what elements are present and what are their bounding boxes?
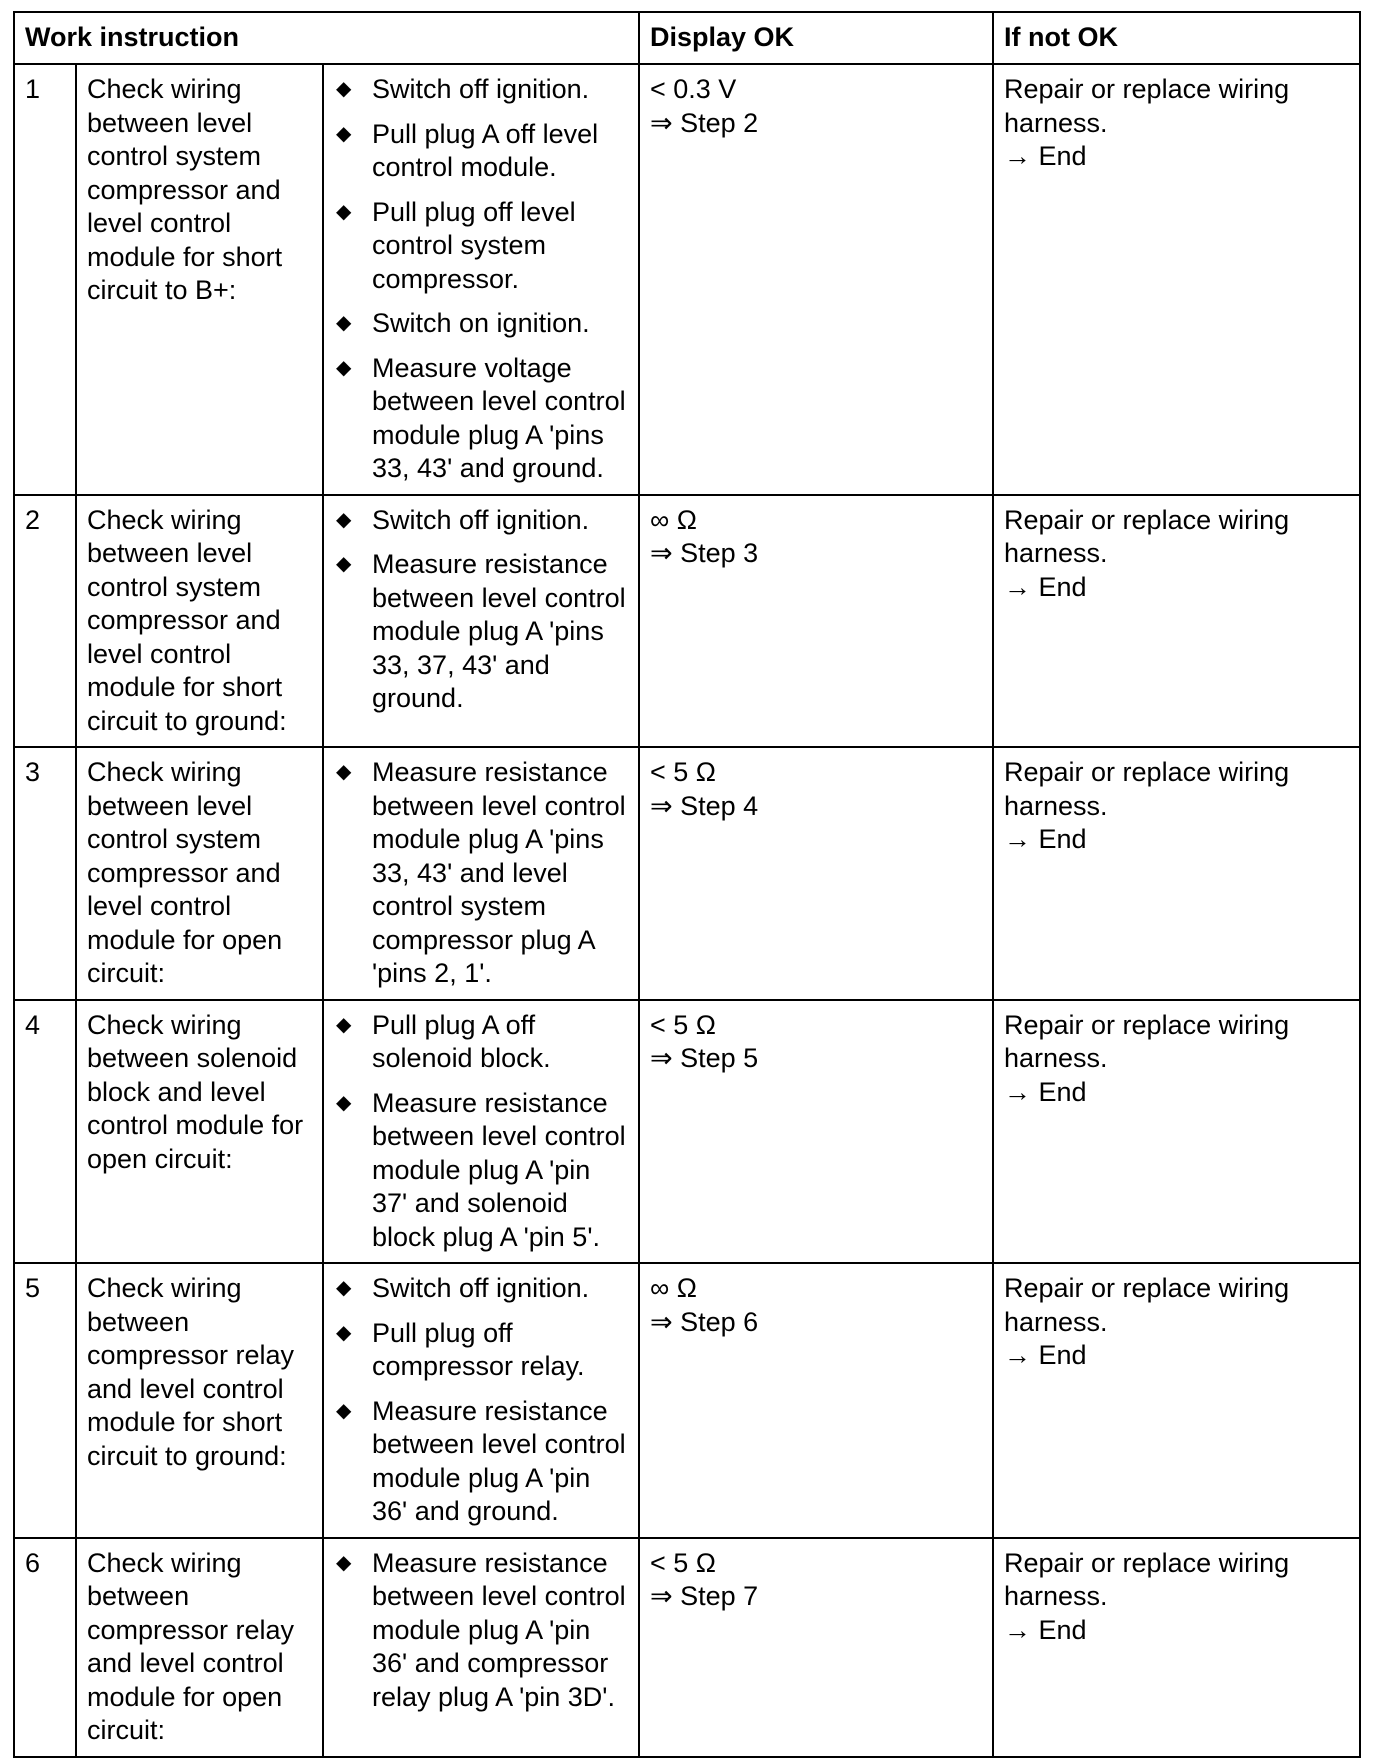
- instruction-text: Pull plug A off level control module.: [372, 118, 599, 182]
- diamond-bullet-icon: ◆: [336, 200, 352, 223]
- instruction-list: [334, 1009, 628, 1255]
- end-marker: → End: [1004, 1614, 1087, 1645]
- end-marker: → End: [1004, 1340, 1087, 1370]
- instruction-text: Pull plug A off solenoid block.: [372, 1009, 551, 1073]
- if-not-ok-cell: [993, 1000, 1360, 1264]
- ok-value: ∞ Ω: [650, 504, 697, 535]
- repair-action: Repair or replace wiring harness.: [1004, 1009, 1290, 1073]
- step-description: Check wiring between level control system compressor and level control module for short circuit to B+:: [76, 64, 323, 495]
- instruction-item: [334, 1087, 628, 1255]
- instruction-text: Measure resistance between level control module plug A 'pin 37' and solenoid block plug A 'pin 5'.: [372, 1087, 626, 1252]
- step-number: 6: [14, 1538, 76, 1757]
- ok-value: < 0.3 V: [650, 74, 737, 104]
- instruction-text: Switch off ignition.: [372, 74, 590, 104]
- step-number: 4: [14, 1000, 76, 1264]
- instruction-item: [334, 1395, 628, 1529]
- table-row: [14, 1263, 1360, 1538]
- display-ok-cell: [639, 64, 993, 495]
- step-instructions: [323, 1263, 639, 1538]
- repair-action: Repair or replace wiring harness.: [1004, 757, 1290, 821]
- next-step: ⇒ Step 4: [650, 790, 759, 821]
- display-ok-cell: [639, 1538, 993, 1757]
- table-row: [14, 64, 1360, 495]
- step-description: Check wiring between compressor relay and level control module for short circuit to ground:: [76, 1263, 323, 1538]
- diamond-bullet-icon: ◆: [336, 1091, 352, 1114]
- diamond-bullet-icon: ◆: [336, 761, 352, 783]
- instruction-text: Measure voltage between level control module plug A 'pins 33, 43' and ground.: [372, 352, 626, 483]
- step-description: Check wiring between level control system compressor and level control module for short circuit to ground:: [76, 495, 323, 748]
- instruction-item: [334, 1009, 628, 1076]
- step-description: Check wiring between level control system compressor and level control module for open circuit:: [76, 747, 323, 1000]
- if-not-ok-cell: [993, 64, 1360, 495]
- diamond-bullet-icon: ◆: [336, 78, 352, 100]
- if-not-ok-cell: [993, 495, 1360, 748]
- step-number: 2: [14, 495, 76, 748]
- display-ok-cell: [639, 1000, 993, 1264]
- instruction-text: Switch off ignition.: [372, 504, 590, 535]
- diamond-bullet-icon: ◆: [336, 553, 352, 575]
- instruction-text: Measure resistance between level control module plug A 'pins 33, 37, 43' and ground.: [372, 549, 626, 713]
- diamond-bullet-icon: ◆: [336, 1277, 352, 1299]
- table-row: [14, 1000, 1360, 1264]
- instruction-list: [334, 73, 628, 486]
- step-instructions: [323, 747, 639, 1000]
- next-step: ⇒ Step 7: [650, 1581, 759, 1611]
- instruction-item: [334, 352, 628, 486]
- instruction-text: Switch on ignition.: [372, 308, 590, 338]
- display-ok-cell: [639, 1263, 993, 1538]
- header-display-ok: Display OK: [639, 12, 993, 64]
- diamond-bullet-icon: ◆: [336, 356, 352, 379]
- diamond-bullet-icon: ◆: [336, 312, 352, 334]
- instruction-text: Pull plug off compressor relay.: [372, 1317, 585, 1381]
- next-step: ⇒ Step 5: [650, 1043, 759, 1073]
- instruction-text: Switch off ignition.: [372, 1273, 590, 1303]
- instruction-item: [334, 118, 628, 185]
- diamond-bullet-icon: ◆: [336, 508, 352, 531]
- step-description: Check wiring between solenoid block and level control module for open circuit:: [76, 1000, 323, 1264]
- next-step: ⇒ Step 3: [650, 538, 759, 568]
- instruction-list: [334, 1272, 628, 1529]
- end-marker: → End: [1004, 824, 1087, 854]
- ok-value: < 5 Ω: [650, 757, 716, 787]
- instruction-text: Measure resistance between level control module plug A 'pin 36' and ground.: [372, 1395, 626, 1526]
- instruction-item: [334, 504, 628, 538]
- end-marker: → End: [1004, 571, 1087, 602]
- if-not-ok-cell: [993, 747, 1360, 1000]
- step-instructions: [323, 1000, 639, 1264]
- next-step: ⇒ Step 2: [650, 107, 759, 138]
- step-instructions: [323, 495, 639, 748]
- if-not-ok-cell: [993, 1538, 1360, 1757]
- table-row: [14, 495, 1360, 748]
- instruction-item: [334, 307, 628, 341]
- step-instructions: [323, 64, 639, 495]
- instruction-text: Pull plug off level control system compressor.: [372, 196, 576, 294]
- ok-value: < 5 Ω: [650, 1547, 716, 1578]
- header-work-instruction: Work instruction: [14, 12, 639, 64]
- header-row: [14, 12, 1360, 64]
- step-number: 5: [14, 1263, 76, 1538]
- step-number: 3: [14, 747, 76, 1000]
- repair-action: Repair or replace wiring harness.: [1004, 1547, 1290, 1611]
- repair-action: Repair or replace wiring harness.: [1004, 504, 1290, 568]
- table-body: [14, 64, 1360, 1757]
- diamond-bullet-icon: ◆: [336, 1399, 352, 1422]
- instruction-list: [334, 756, 628, 991]
- repair-action: Repair or replace wiring harness.: [1004, 1273, 1290, 1337]
- instruction-text: Measure resistance between level control module plug A 'pin 36' and compressor relay plug A 'pin 3D'.: [372, 1547, 626, 1712]
- if-not-ok-cell: [993, 1263, 1360, 1538]
- instruction-item: [334, 756, 628, 991]
- step-instructions: [323, 1538, 639, 1757]
- diamond-bullet-icon: ◆: [336, 122, 352, 145]
- instruction-item: [334, 1317, 628, 1384]
- repair-action: Repair or replace wiring harness.: [1004, 74, 1290, 138]
- step-number: 1: [14, 64, 76, 495]
- end-marker: → End: [1004, 1076, 1087, 1107]
- diamond-bullet-icon: ◆: [336, 1321, 352, 1344]
- diamond-bullet-icon: ◆: [336, 1551, 352, 1574]
- display-ok-cell: [639, 495, 993, 748]
- instruction-item: [334, 1547, 628, 1715]
- instruction-item: [334, 73, 628, 107]
- ok-value: ∞ Ω: [650, 1273, 697, 1303]
- instruction-item: [334, 1272, 628, 1306]
- instruction-item: [334, 548, 628, 716]
- table-row: [14, 1538, 1360, 1757]
- end-marker: → End: [1004, 141, 1087, 171]
- display-ok-cell: [639, 747, 993, 1000]
- diamond-bullet-icon: ◆: [336, 1013, 352, 1036]
- step-description: Check wiring between compressor relay and level control module for open circuit:: [76, 1538, 323, 1757]
- next-step: ⇒ Step 6: [650, 1306, 759, 1337]
- work-instruction-table: [13, 11, 1361, 1758]
- instruction-item: [334, 196, 628, 297]
- instruction-text: Measure resistance between level control module plug A 'pins 33, 43' and level control system compressor plug A 'pins 2, 1'.: [372, 757, 626, 988]
- header-if-not-ok: If not OK: [993, 12, 1360, 64]
- ok-value: < 5 Ω: [650, 1009, 716, 1040]
- instruction-list: [334, 1547, 628, 1715]
- instruction-list: [334, 504, 628, 716]
- table-row: [14, 747, 1360, 1000]
